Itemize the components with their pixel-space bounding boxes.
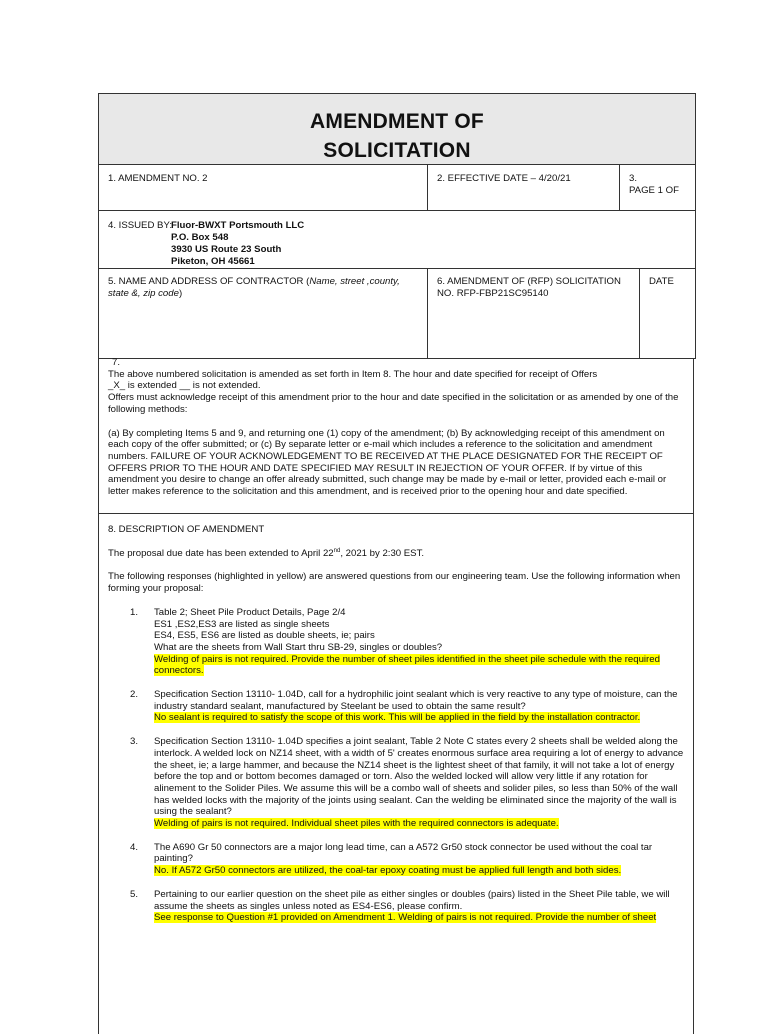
question-line: What are the sheets from Wall Start thru SB-29, singles or doubles?	[154, 641, 443, 653]
solicitation-number: NO. RFP-FBP21SC95140	[437, 287, 549, 299]
form-row-1	[98, 165, 696, 211]
responses-intro: The following responses (highlighted in yellow) are answered questions from our engineering team. Use the following information when forming your proposal:	[108, 571, 681, 595]
issued-by-label: 4. ISSUED BY:	[108, 220, 172, 231]
item-7-text-1: The above numbered solicitation is amended as set forth in Item 8. The hour and date specified for receipt of Offers	[108, 368, 598, 380]
highlighted-answer: Welding of pairs is not required. Provide the number of sheet piles identified in the sheet pile schedule with the required connectors.	[154, 653, 660, 677]
question-number: 1.	[130, 606, 139, 618]
contractor-label-close: )	[178, 287, 183, 299]
item-7-block	[98, 358, 694, 514]
page-number-label: 3.	[629, 173, 638, 184]
title-line-1: AMENDMENT OF	[310, 110, 484, 133]
due-date-text: The proposal due date has been extended to April 22	[108, 547, 334, 559]
question-line: The A690 Gr 50 connectors are a major long lead time, can a A572 Gr50 stock connector be used without the coal tar painting?	[154, 841, 653, 865]
date-cell	[640, 268, 695, 358]
amendment-no-cell	[99, 165, 428, 210]
question-line: Specification Section 13110- 1.04D specifies a joint sealant, Table 2 Note C states every 2 sheets shall be welded along the interlock. A welded lock on NZ14 sheet, with a width of 5' creates enormous surface area requiring a lot of energy to advance the sheet, ie; a large hammer, and because the NZ14 sheet is the lightest sheet of that family, it will not take a lot of energy before the top and or bottom becomes damaged or torn. Also the welded locked will allow very little if any rotation for alinement to the Solider Piles. We assume this will be a combo wall of sheets and solider piles, so less than 50% of the wall has welded locks with the majority of the joints using sealant. Can the welding be eliminated since the majority of the wall is using the sealant?	[154, 736, 684, 818]
highlighted-answer: Welding of pairs is not required. Individual sheet piles with the required connectors is adequate.	[154, 818, 559, 830]
question-line: Specification Section 13110- 1.04D, call for a hydrophilic joint sealant which is very reactive to any type of moisture, can the industry standard sealant, manufactured by Steelant be used to obtain the same result?	[154, 689, 678, 712]
form-title-box	[98, 93, 696, 165]
item-8-block	[98, 514, 694, 1034]
question-line: Table 2; Sheet Pile Product Details, Page 2/4	[154, 606, 346, 618]
question-line: ES1 ,ES2,ES3 are listed as single sheets	[154, 618, 330, 630]
highlighted-answer: No sealant is required to satisfy the scope of this work. This will be applied in the field by the installation contractor.	[154, 712, 641, 724]
item-8-heading: 8. DESCRIPTION OF AMENDMENT	[108, 524, 265, 535]
question-line: ES4, ES5, ES6 are listed as double sheets, ie; pairs	[154, 630, 375, 642]
effective-date-cell	[428, 165, 620, 210]
amendment-no: 1. AMENDMENT NO. 2	[108, 173, 208, 184]
item-7-text-2: Offers must acknowledge receipt of this amendment prior to the hour and date specified in the solicitation or as amended by one of the following methods:	[108, 392, 679, 415]
issuer-name: Fluor-BWXT Portsmouth LLC	[171, 220, 305, 231]
item-7-number: 7.	[112, 357, 121, 368]
title-line-2: SOLICITATION	[323, 139, 471, 162]
question-number: 3.	[130, 736, 139, 748]
question-line: Pertaining to our earlier question on the sheet pile as either singles or doubles (pairs) listed in the Sheet Pile table, we will assume the sheets as singles unless noted as ES4-ES6, please confirm.	[154, 888, 670, 912]
item-7-extension: _X_ is extended __ is not extended.	[108, 380, 261, 392]
question-number: 2.	[130, 689, 139, 701]
due-date-line	[108, 548, 685, 560]
due-date-suffix: nd	[333, 547, 341, 554]
highlighted-answer: See response to Question #1 provided on Amendment 1. Welding of pairs is not required. Provide the number of sheet	[154, 912, 657, 924]
question-number: 5.	[130, 888, 139, 900]
solicitation-cell	[428, 268, 640, 358]
page-cell	[620, 165, 695, 210]
due-date-time: , 2021 by 2:30 EST.	[340, 547, 425, 559]
highlighted-answer: No. If A572 Gr50 connectors are utilized, the coal-tar epoxy coating must be applied full length and both sides.	[154, 865, 622, 877]
contractor-label: 5. NAME AND ADDRESS OF CONTRACTOR (	[108, 276, 310, 287]
question-5	[108, 889, 685, 924]
page-of-label: PAGE 1 OF	[629, 184, 679, 196]
contractor-label-hint: Name, street ,county, state &, zip code	[108, 276, 400, 299]
question-2	[108, 689, 685, 724]
issuer-address	[171, 220, 304, 268]
date-label: DATE	[649, 276, 674, 287]
question-3	[108, 736, 685, 830]
issued-by-row	[98, 210, 696, 269]
issuer-city: Piketon, OH 45661	[171, 256, 255, 267]
solicitation-label: 6. AMENDMENT OF (RFP) SOLICITATION	[437, 276, 621, 287]
effective-date: 2. EFFECTIVE DATE – 4/20/21	[437, 173, 571, 184]
question-number: 4.	[130, 841, 139, 853]
contractor-cell	[99, 268, 428, 358]
issuer-street: 3930 US Route 23 South	[171, 244, 282, 255]
contractor-row	[98, 268, 696, 359]
question-4	[108, 842, 685, 877]
issuer-po-box: P.O. Box 548	[171, 232, 229, 243]
item-7-methods: (a) By completing Items 5 and 9, and returning one (1) copy of the amendment; (b) By acknowledging receipt of this amendment on each copy of the offer submitted; or (c) By separate letter or e-mail which includes a reference to the solicitation and amendment numbers. FAILURE OF YOUR ACKNOWLEDGEMENT TO BE RECEIVED AT THE PLACE DESIGNATED FOR THE RECEIPT OF OFFERS PRIOR TO THE HOUR AND DATE SPECIFIED MAY RESULT IN REJECTION OF YOUR OFFER. If by virtue of this amendment you desire to change an offer already submitted, such change may be made by e-mail or letter, provided each e-mail or letter makes reference to the solicitation and this amendment, and is received prior to the opening hour and date specified.	[108, 427, 667, 498]
form-title	[99, 94, 695, 165]
question-1	[108, 607, 685, 677]
